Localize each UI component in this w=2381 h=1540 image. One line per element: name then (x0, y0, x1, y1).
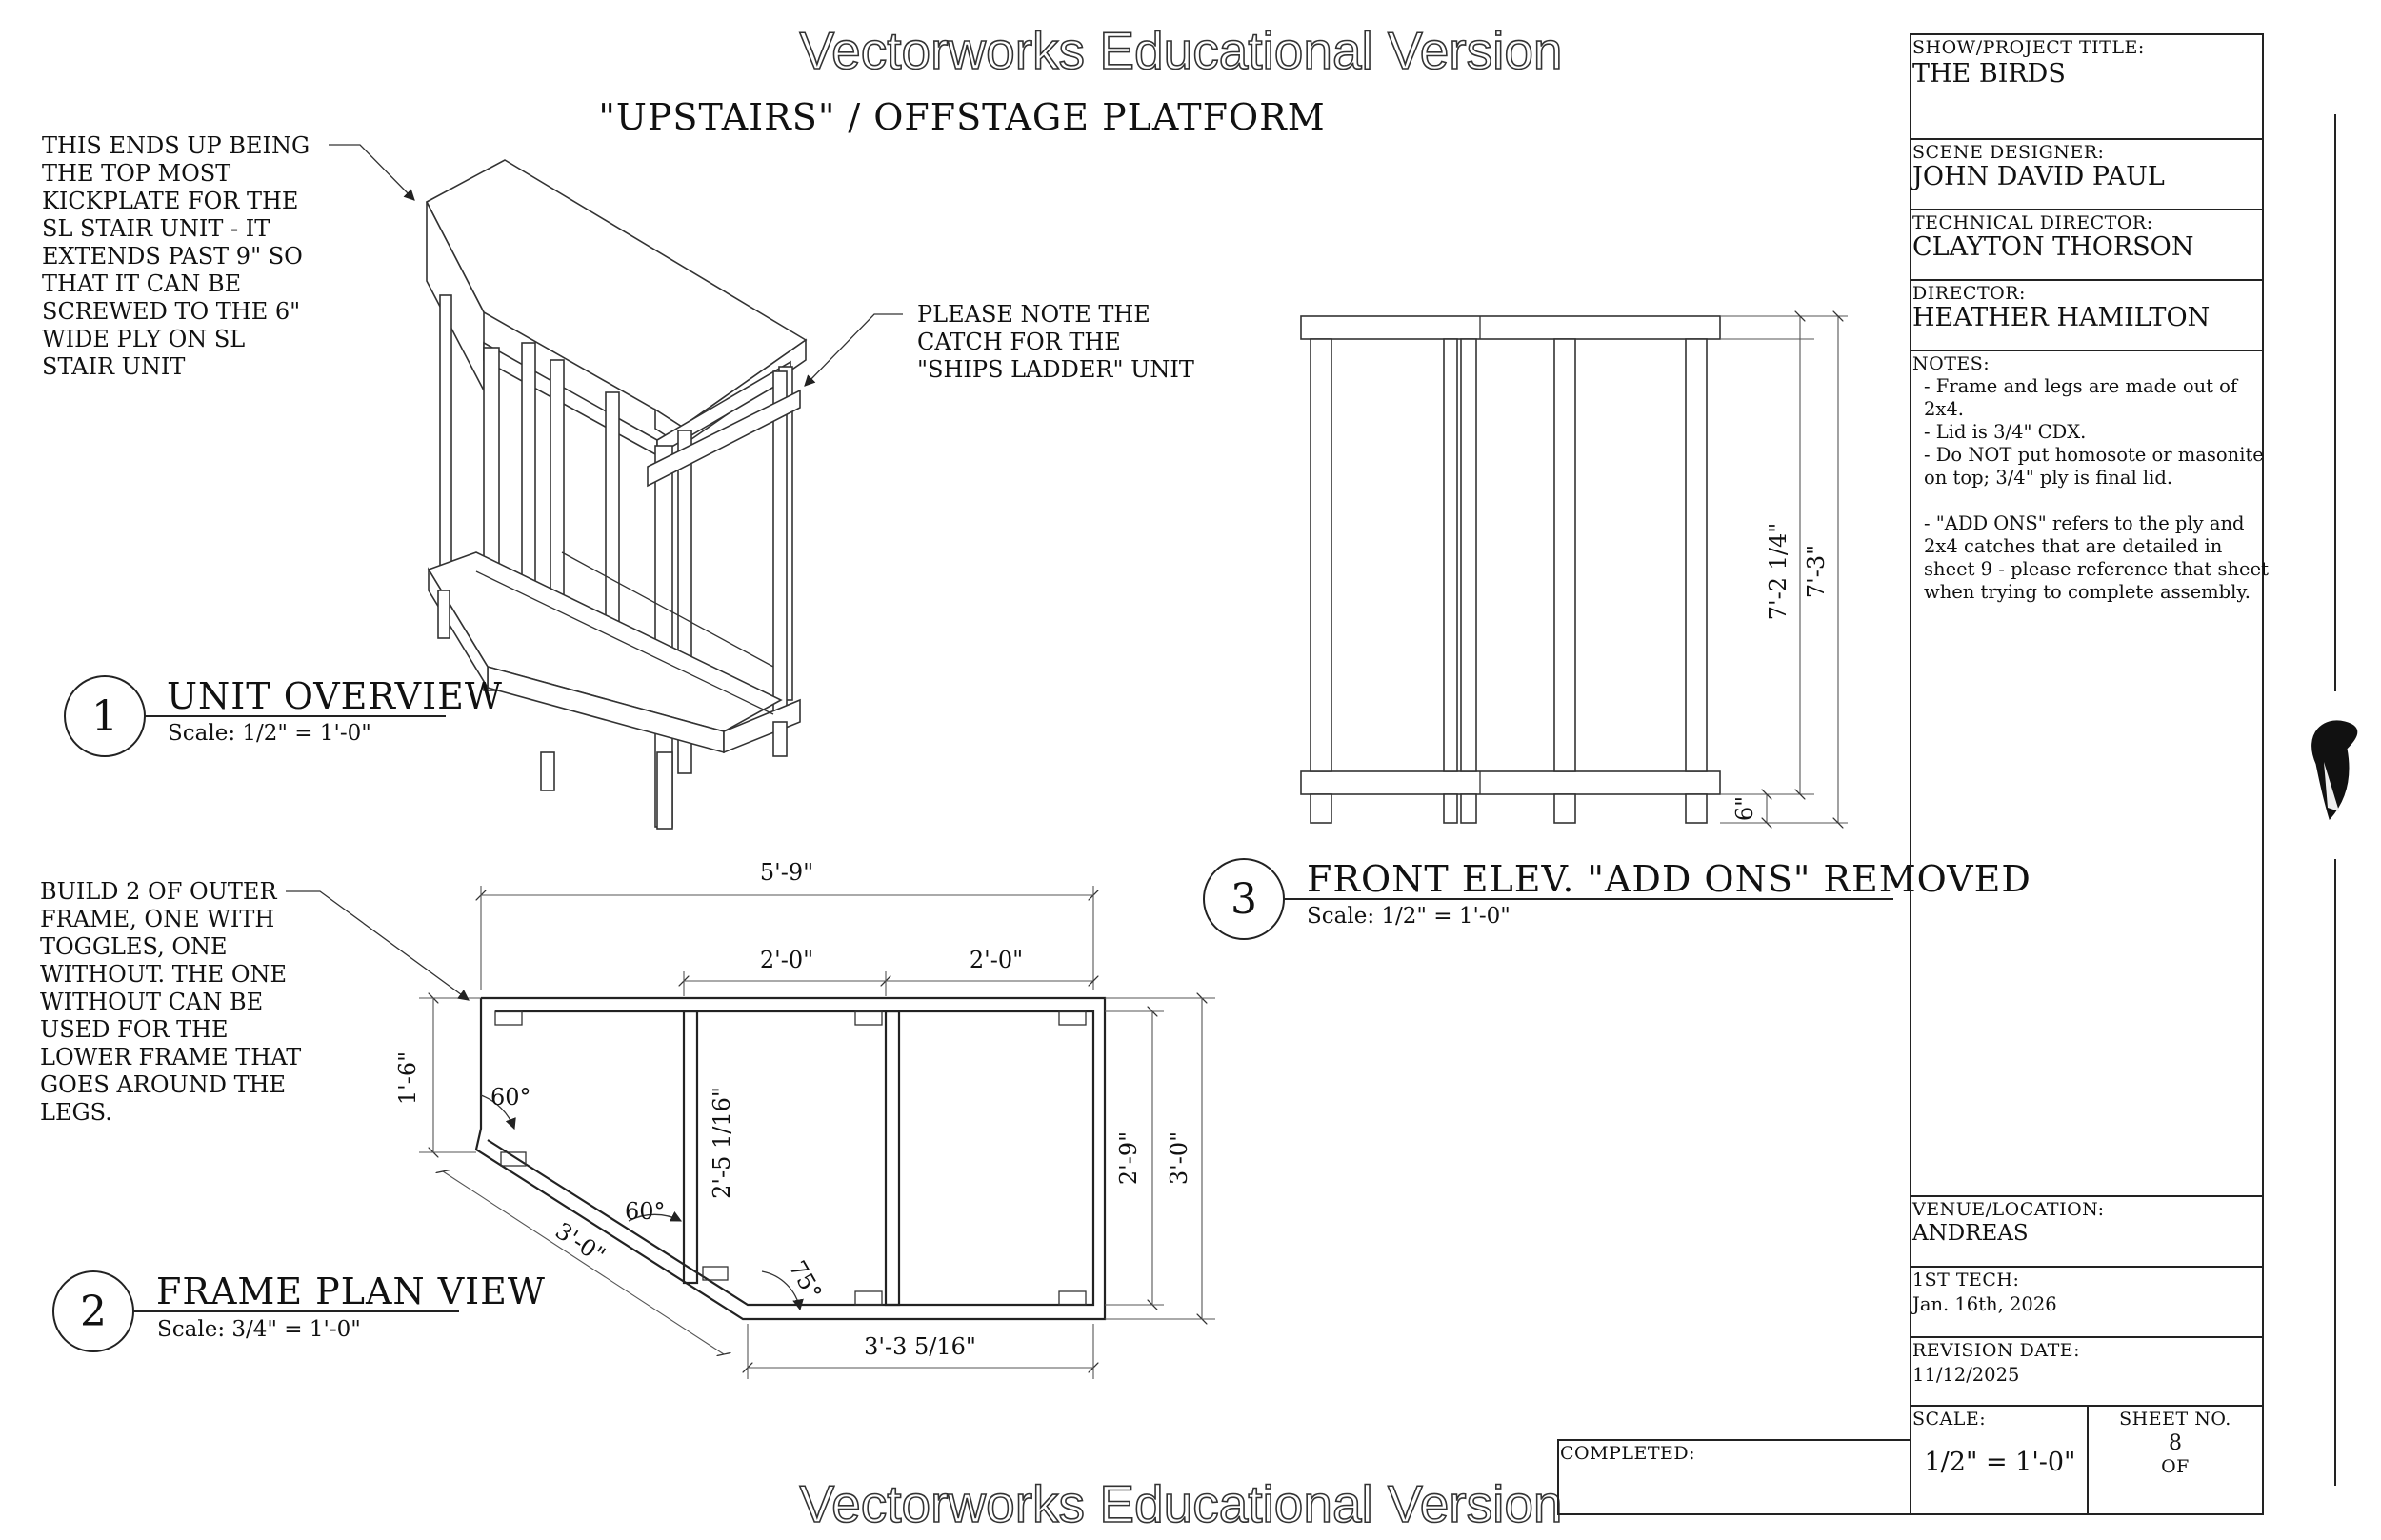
svg-text:Scale: 1/2" = 1'-0": Scale: 1/2" = 1'-0" (1307, 904, 1511, 929)
kickplate-note (42, 132, 310, 380)
svg-text:TOGGLES, ONE: TOGGLES, ONE (40, 933, 228, 960)
view-label-elevation (1204, 858, 2031, 939)
svg-text:7'-2 1/4": 7'-2 1/4" (1765, 522, 1791, 621)
svg-text:VENUE/LOCATION:: VENUE/LOCATION: (1912, 1199, 2105, 1220)
svg-text:- Lid is 3/4" CDX.: - Lid is 3/4" CDX. (1924, 421, 2087, 443)
build-note (40, 878, 301, 1126)
svg-text:REVISION DATE:: REVISION DATE: (1912, 1340, 2081, 1361)
svg-text:BUILD 2 OF OUTER: BUILD 2 OF OUTER (40, 878, 277, 905)
svg-text:1'-6": 1'-6" (394, 1050, 421, 1106)
svg-text:SCREWED TO THE 6": SCREWED TO THE 6" (42, 298, 301, 325)
svg-text:FRAME, ONE WITH: FRAME, ONE WITH (40, 906, 275, 932)
svg-text:"SHIPS LADDER" UNIT: "SHIPS LADDER" UNIT (917, 356, 1194, 383)
svg-text:2: 2 (80, 1288, 107, 1336)
svg-text:CLAYTON THORSON: CLAYTON THORSON (1912, 232, 2194, 262)
svg-text:UNIT OVERVIEW: UNIT OVERVIEW (167, 675, 503, 717)
svg-text:EXTENDS PAST 9" SO: EXTENDS PAST 9" SO (42, 243, 303, 270)
svg-text:STAIR UNIT: STAIR UNIT (42, 353, 186, 380)
svg-text:5'-9": 5'-9" (759, 859, 814, 886)
svg-text:Jan. 16th, 2026: Jan. 16th, 2026 (1912, 1293, 2057, 1315)
svg-text:7'-3": 7'-3" (1803, 544, 1830, 599)
svg-text:2'-0": 2'-0" (759, 947, 814, 973)
watermark-top: Vectorworks Educational Version (799, 21, 1563, 80)
svg-text:60°: 60° (625, 1198, 666, 1225)
svg-text:3'-0": 3'-0" (550, 1217, 610, 1270)
elevation-dimensions (1720, 316, 1848, 823)
svg-text:60°: 60° (490, 1084, 531, 1110)
svg-text:WITHOUT CAN BE: WITHOUT CAN BE (40, 989, 264, 1015)
svg-text:3'-3 5/16": 3'-3 5/16" (864, 1333, 976, 1360)
svg-text:3: 3 (1231, 875, 1257, 924)
svg-text:SHEET NO.: SHEET NO. (2119, 1409, 2231, 1430)
svg-text:THIS ENDS UP BEING: THIS ENDS UP BEING (42, 132, 310, 159)
svg-text:USED FOR THE: USED FOR THE (40, 1016, 229, 1043)
svg-text:11/12/2025: 11/12/2025 (1912, 1364, 2020, 1386)
svg-text:THE TOP MOST: THE TOP MOST (42, 160, 231, 187)
svg-text:on top; 3/4" ply is final lid.: on top; 3/4" ply is final lid. (1924, 467, 2173, 489)
svg-text:- Do NOT put homosote or mason: - Do NOT put homosote or masonite (1924, 444, 2264, 466)
kickplate-leader (329, 145, 414, 200)
svg-text:SL STAIR UNIT - IT: SL STAIR UNIT - IT (42, 215, 270, 242)
svg-text:PLEASE NOTE THE: PLEASE NOTE THE (917, 301, 1150, 328)
build-leader (286, 891, 469, 1000)
svg-text:- Frame and legs are made out: - Frame and legs are made out of (1924, 375, 2238, 397)
svg-text:1/2" = 1'-0": 1/2" = 1'-0" (1924, 1448, 2076, 1477)
svg-text:FRONT ELEV. "ADD ONS" REMOVED: FRONT ELEV. "ADD ONS" REMOVED (1307, 858, 2031, 900)
drawing-title: "UPSTAIRS" / OFFSTAGE PLATFORM (598, 96, 1326, 138)
svg-text:FRAME PLAN VIEW: FRAME PLAN VIEW (156, 1270, 546, 1312)
catch-note (917, 301, 1194, 383)
svg-text:COMPLETED:: COMPLETED: (1560, 1443, 1696, 1464)
svg-text:LOWER FRAME THAT: LOWER FRAME THAT (40, 1044, 302, 1070)
svg-text:LEGS.: LEGS. (40, 1099, 112, 1126)
svg-text:ANDREAS: ANDREAS (1912, 1221, 2029, 1246)
svg-text:6": 6" (1731, 795, 1758, 822)
svg-text:GOES AROUND THE: GOES AROUND THE (40, 1071, 287, 1098)
watermark-bottom: Vectorworks Educational Version (799, 1474, 1563, 1533)
svg-text:DIRECTOR:: DIRECTOR: (1912, 283, 2026, 304)
svg-text:when trying to complete assemb: when trying to complete assembly. (1924, 581, 2251, 603)
svg-text:2x4.: 2x4. (1924, 398, 1965, 420)
svg-text:2'-5 1/16": 2'-5 1/16" (709, 1087, 735, 1199)
svg-text:2'-9": 2'-9" (1115, 1130, 1142, 1186)
svg-text:3'-0": 3'-0" (1166, 1130, 1192, 1186)
svg-text:1ST TECH:: 1ST TECH: (1912, 1270, 2020, 1290)
svg-text:THAT IT CAN BE: THAT IT CAN BE (42, 270, 242, 297)
bird-logo (2312, 114, 2357, 1486)
catch-leader (805, 314, 903, 386)
svg-text:TECHNICAL DIRECTOR:: TECHNICAL DIRECTOR: (1912, 212, 2153, 233)
svg-text:8: 8 (2169, 1431, 2182, 1455)
svg-text:CATCH FOR THE: CATCH FOR THE (917, 329, 1121, 355)
svg-text:75°: 75° (783, 1256, 828, 1305)
view-label-overview (65, 675, 503, 756)
svg-text:SCENE DESIGNER:: SCENE DESIGNER: (1912, 142, 2105, 163)
svg-text:KICKPLATE FOR THE: KICKPLATE FOR THE (42, 188, 299, 214)
svg-text:WITHOUT. THE ONE: WITHOUT. THE ONE (40, 961, 288, 988)
svg-text:SCALE:: SCALE: (1912, 1409, 1987, 1430)
svg-text:Scale: 1/2" = 1'-0": Scale: 1/2" = 1'-0" (168, 721, 371, 746)
svg-text:OF: OF (2161, 1456, 2190, 1477)
svg-text:1: 1 (91, 692, 118, 741)
svg-text:THE BIRDS: THE BIRDS (1912, 59, 2066, 89)
svg-text:HEATHER HAMILTON: HEATHER HAMILTON (1912, 303, 2211, 332)
svg-text:- "ADD ONS" refers to the ply: - "ADD ONS" refers to the ply and (1924, 512, 2245, 534)
svg-text:SHOW/PROJECT TITLE:: SHOW/PROJECT TITLE: (1912, 37, 2145, 58)
svg-text:sheet 9 - please reference tha: sheet 9 - please reference that sheet (1924, 558, 2269, 580)
front-elevation-drawing (1301, 316, 1720, 823)
svg-text:JOHN DAVID PAUL: JOHN DAVID PAUL (1912, 162, 2165, 191)
svg-text:2'-0": 2'-0" (969, 947, 1024, 973)
svg-text:2x4 catches that are detailed: 2x4 catches that are detailed in (1924, 535, 2223, 557)
svg-text:NOTES:: NOTES: (1912, 353, 1991, 374)
svg-text:Scale: 3/4" = 1'-0": Scale: 3/4" = 1'-0" (157, 1317, 361, 1342)
isometric-unit-drawing (427, 160, 806, 829)
svg-text:WIDE PLY ON SL: WIDE PLY ON SL (42, 326, 246, 352)
view-label-plan (53, 1270, 546, 1351)
